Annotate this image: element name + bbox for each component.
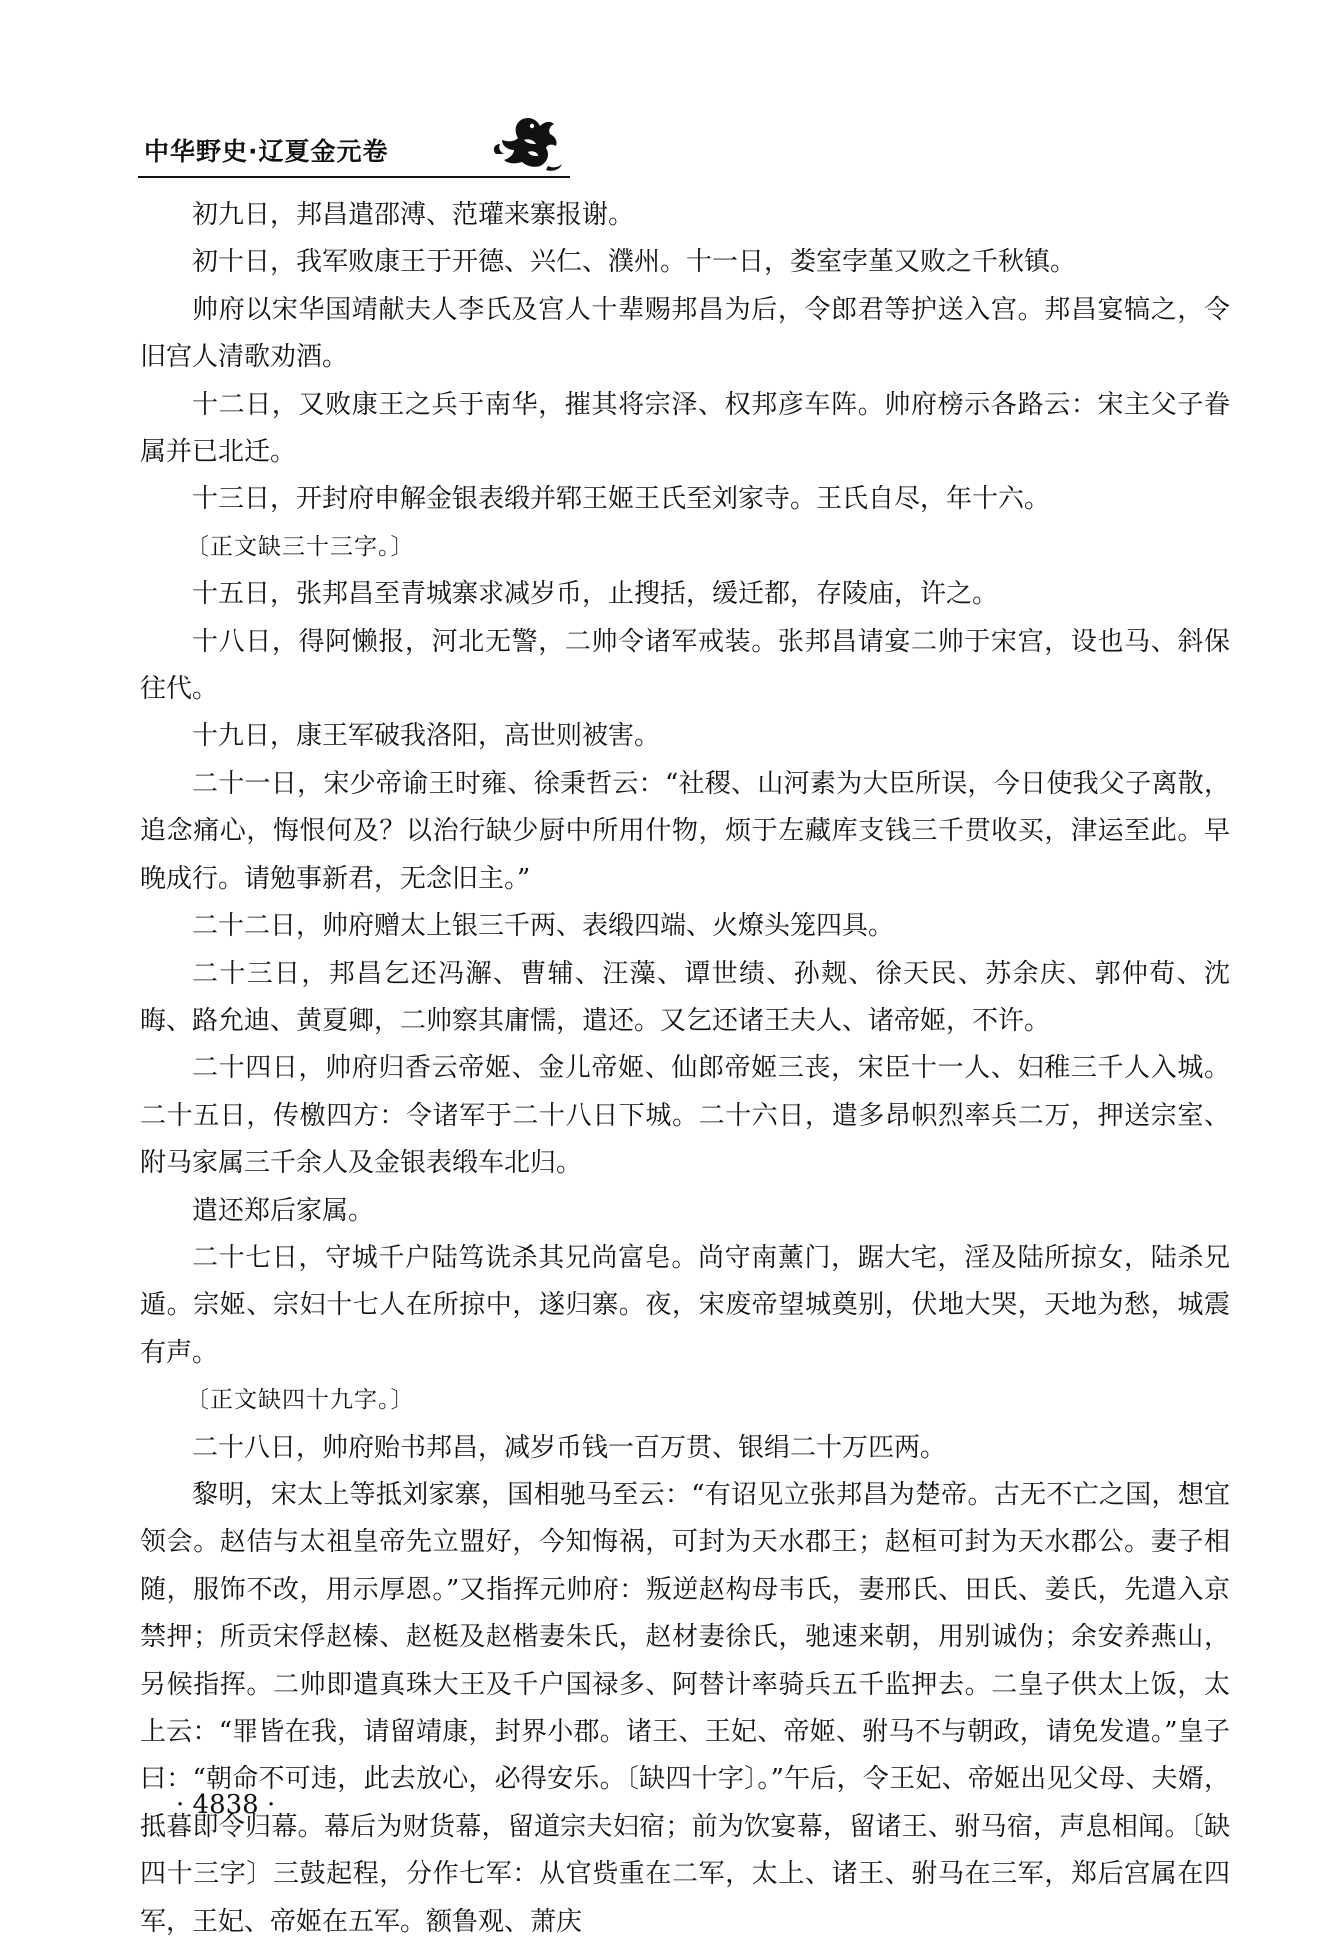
dragon-icon	[488, 110, 568, 174]
paragraph: 遣还郑后家属。	[192, 1195, 375, 1226]
paragraph: 十三日，开封府申解金银表缎并郓王姬王氏至刘家寺。王氏自尽，年十六。	[192, 484, 1051, 515]
page-number: · 4838 ·	[176, 1790, 276, 1820]
editorial-note: 〔正文缺三十三字。〕	[186, 533, 415, 560]
paragraph: 二十二日，帅府赠太上银三千两、表缎四端、火燎头笼四具。	[192, 911, 895, 942]
paragraph: 帅府以宋华国靖献夫人李氏及宫人十辈赐邦昌为后，令郎君等护送入宫。邦昌宴犒之，令旧宫人清歌劝酒。	[140, 294, 1230, 373]
paragraph: 十八日，得阿懒报，河北无警，二帅令诸军戒装。张邦昌请宴二帅于宋宫，设也马、斜保往代。	[140, 626, 1230, 705]
paragraph: 初十日，我军败康王于开德、兴仁、濮州。十一日，娄室孛堇又败之千秋镇。	[192, 247, 1077, 278]
book-title: 中华野史·辽夏金元卷	[144, 137, 389, 166]
paragraph: 十五日，张邦昌至青城寨求减岁币，止搜括，缓迁都，存陵庙，许之。	[192, 579, 999, 610]
paragraph: 二十一日，宋少帝谕王时雍、徐秉哲云：“社稷、山河素为大臣所误，今日使我父子离散，追念痛心，悔恨何及？以治行缺少厨中所用什物，烦于左藏库支钱三千贯收买，津运至此。早晚成行。请勉事新君，无念旧主。”	[140, 768, 1230, 894]
paragraph: 黎明，宋太上等抵刘家寨，国相驰马至云：“有诏见立张邦昌为楚帝。古无不亡之国，想宜领会。赵佶与太祖皇帝先立盟好，今知悔祸，可封为天水郡王；赵桓可封为天水郡公。妻子相随，服饰不改，用示厚恩。”又指挥元帅府：叛逆赵构母韦氏，妻邢氏、田氏、姜氏，先遣入京禁押；所贡宋俘赵榛、赵梃及赵楷妻朱氏，赵材妻徐氏，驰速来朝，用别诚伪；余安养燕山，另候指挥。二帅即遣真珠大王及千户国禄多、阿替计率骑兵五千监押去。二皇子供太上饭，太上云：“罪皆在我，请留靖康，封界小郡。诸王、王妃、帝姬、驸马不与朝政，请免发遣。”皇子曰：“朝命不可违，此去放心，必得安乐。〔缺四十字〕。”午后，令王妃、帝姬出见父母、夫婿，抵暮即令归幕。幕后为财货幕，留道宗夫妇宿；前为饮宴幕，留诸王、驸马宿，声息相闻。〔缺四十三字〕三鼓起程，分作七军：从官赀重在二军，太上、诸王、驸马在三军，郑后宫属在四军，王妃、帝姬在五军。额鲁观、萧庆	[140, 1479, 1230, 1937]
paragraph: 二十八日，帅府贻书邦昌，减岁币钱一百万贯、银绢二十万匹两。	[192, 1432, 947, 1463]
paragraph: 二十四日，帅府归香云帝姬、金儿帝姬、仙郎帝姬三丧，宋臣十一人、妇稚三千人入城。二十五日，传檄四方：令诸军于二十八日下城。二十六日，遣多昂帜烈率兵二万，押送宗室、附马家属三千余人及金银表缎车北归。	[140, 1053, 1230, 1179]
paragraph: 二十七日，守城千户陆笃诜杀其兄尚富皂。尚守南薰门，踞大宅，淫及陆所掠女，陆杀兄遁。宗姬、宗妇十七人在所掠中，遂归寨。夜，宋废帝望城奠别，伏地大哭，天地为愁，城震有声。	[140, 1242, 1230, 1368]
header-rule	[138, 176, 570, 178]
paragraph: 十二日，又败康王之兵于南华，摧其将宗泽、权邦彦车阵。帅府榜示各路云：宋主父子眷属并已北迁。	[140, 389, 1230, 468]
paragraph: 二十三日，邦昌乞还冯澥、曹辅、汪藻、谭世绩、孙觌、徐天民、苏余庆、郭仲荀、沈晦、路允迪、黄夏卿，二帅察其庸懦，遣还。又乞还诸王夫人、诸帝姬，不许。	[140, 958, 1230, 1036]
editorial-note: 〔正文缺四十九字。〕	[186, 1387, 415, 1414]
paragraph: 十九日，康王军破我洛阳，高世则被害。	[192, 721, 661, 752]
main-text	[140, 192, 1230, 1946]
paragraph: 初九日，邦昌遣邵溥、范瓘来寨报谢。	[192, 200, 635, 230]
running-header	[138, 110, 570, 180]
